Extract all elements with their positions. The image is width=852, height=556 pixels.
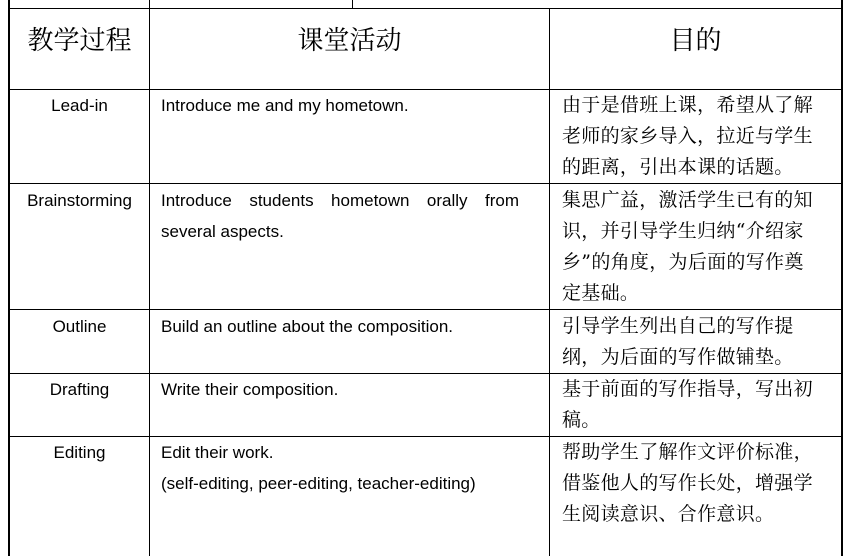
- purpose-outline: [550, 311, 841, 373]
- stage-drafting: Drafting: [49, 380, 110, 399]
- activity-outline: [150, 311, 549, 342]
- purpose-line: 引导学生列出自己的写作提: [562, 315, 794, 337]
- row-line-top: [8, 8, 843, 9]
- purpose-line: 乡”的角度，为后面的写作奠: [562, 251, 804, 273]
- purpose-line: 基于前面的写作指导，写出初: [562, 378, 813, 400]
- stage-outline: Outline: [52, 317, 107, 336]
- stage-lead-in: Lead-in: [51, 96, 108, 115]
- purpose-line: 定基础。: [562, 282, 640, 304]
- activity-line: Introduce me and my hometown.: [161, 96, 409, 115]
- purpose-line: 纲，为后面的写作做铺垫。: [562, 346, 794, 368]
- purpose-line: 借鉴他人的写作长处，增强学: [562, 472, 813, 494]
- purpose-drafting: [550, 374, 841, 436]
- table-border-left: [8, 0, 10, 556]
- activity-line: Edit their work.: [161, 443, 274, 462]
- activity-line: Introduce students hometown orally from: [161, 191, 519, 210]
- row-line-brainstorming-bottom: [8, 309, 843, 310]
- purpose-line: 的距离，引出本课的话题。: [562, 156, 794, 178]
- purpose-line: 老师的家乡导入，拉近与学生: [562, 125, 813, 147]
- purpose-editing: [550, 437, 841, 530]
- header-purpose: 目的: [669, 26, 722, 56]
- activity-line: several aspects.: [161, 222, 284, 241]
- purpose-line: 集思广益，激活学生已有的知: [562, 189, 813, 211]
- purpose-brainstorming: [550, 185, 841, 309]
- activity-line: Write their composition.: [161, 380, 339, 399]
- activity-line: Build an outline about the composition.: [161, 317, 454, 336]
- top-partial-row-divider: [352, 0, 353, 8]
- purpose-line: 识，并引导学生归纳“介绍家: [562, 220, 804, 242]
- activity-drafting: [150, 374, 549, 405]
- header-teaching-process: 教学过程: [27, 26, 132, 56]
- activity-editing: [150, 437, 549, 499]
- header-class-activity: 课堂活动: [297, 26, 402, 56]
- activity-line: (self-editing, peer-editing, teacher-editing): [161, 474, 476, 493]
- activity-lead-in: [150, 90, 549, 121]
- purpose-line: 由于是借班上课，希望从了解: [562, 94, 813, 116]
- purpose-line: 稿。: [562, 409, 601, 431]
- purpose-lead-in: [550, 90, 841, 183]
- purpose-line: 帮助学生了解作文评价标准，: [562, 441, 813, 463]
- stage-brainstorming: Brainstorming: [27, 191, 132, 210]
- activity-brainstorming: [150, 185, 549, 247]
- table-border-right: [841, 0, 843, 556]
- stage-editing: Editing: [53, 443, 106, 462]
- purpose-line: 生阅读意识、合作意识。: [562, 503, 775, 525]
- row-line-leadin-bottom: [8, 183, 843, 184]
